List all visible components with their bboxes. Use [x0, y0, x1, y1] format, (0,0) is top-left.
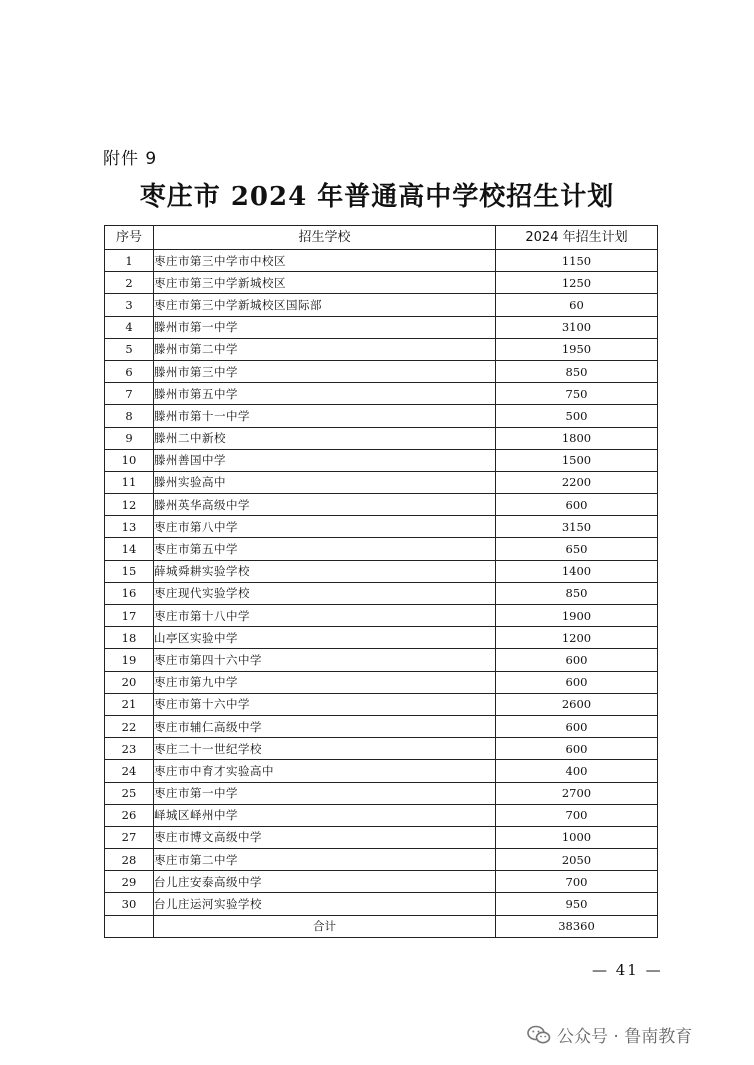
page-number: — 41 —	[592, 961, 663, 979]
row-no: 20	[105, 671, 154, 693]
row-school: 台儿庄运河实验学校	[154, 893, 496, 915]
table-row	[105, 360, 658, 382]
row-school: 枣庄市中育才实验高中	[154, 760, 496, 782]
row-no: 11	[105, 471, 154, 493]
row-school: 枣庄市第四十六中学	[154, 649, 496, 671]
row-no: 18	[105, 627, 154, 649]
row-no: 21	[105, 693, 154, 715]
table-row	[105, 715, 658, 737]
row-plan: 600	[496, 715, 658, 737]
row-plan: 1500	[496, 449, 658, 471]
table-row	[105, 782, 658, 804]
total-no-cell	[105, 915, 154, 937]
row-school: 枣庄市第九中学	[154, 671, 496, 693]
row-no: 2	[105, 272, 154, 294]
row-no: 27	[105, 826, 154, 848]
row-plan: 500	[496, 405, 658, 427]
row-plan: 2700	[496, 782, 658, 804]
row-school: 滕州市第五中学	[154, 383, 496, 405]
header-plan: 2024 年招生计划	[496, 226, 658, 250]
row-school: 滕州市第一中学	[154, 316, 496, 338]
row-school: 滕州市第二中学	[154, 338, 496, 360]
row-plan: 700	[496, 804, 658, 826]
table-row	[105, 427, 658, 449]
row-plan: 3100	[496, 316, 658, 338]
table-row	[105, 294, 658, 316]
row-school: 滕州善国中学	[154, 449, 496, 471]
row-school: 滕州市第十一中学	[154, 405, 496, 427]
row-school: 山亭区实验中学	[154, 627, 496, 649]
row-school: 枣庄市第五中学	[154, 538, 496, 560]
row-school: 峄城区峄州中学	[154, 804, 496, 826]
row-plan: 850	[496, 360, 658, 382]
row-plan: 600	[496, 649, 658, 671]
enrollment-plan-table	[104, 225, 658, 938]
total-label: 合计	[154, 915, 496, 937]
row-school: 滕州二中新校	[154, 427, 496, 449]
row-school: 枣庄市第二中学	[154, 849, 496, 871]
attachment-label: 附件 9	[103, 149, 158, 169]
table-row	[105, 871, 658, 893]
row-no: 1	[105, 250, 154, 272]
row-school: 枣庄市第三中学新城校区	[154, 272, 496, 294]
table-row	[105, 471, 658, 493]
row-no: 10	[105, 449, 154, 471]
row-no: 5	[105, 338, 154, 360]
row-no: 28	[105, 849, 154, 871]
row-school: 枣庄市第十六中学	[154, 693, 496, 715]
table-row	[105, 272, 658, 294]
row-school: 枣庄市辅仁高级中学	[154, 715, 496, 737]
table-row	[105, 316, 658, 338]
row-school: 枣庄市第八中学	[154, 516, 496, 538]
header-no: 序号	[105, 226, 154, 250]
row-plan: 600	[496, 738, 658, 760]
row-no: 14	[105, 538, 154, 560]
table-row	[105, 250, 658, 272]
row-no: 6	[105, 360, 154, 382]
row-plan: 700	[496, 871, 658, 893]
table-row	[105, 582, 658, 604]
row-school: 台儿庄安泰高级中学	[154, 871, 496, 893]
table-row	[105, 449, 658, 471]
row-no: 15	[105, 560, 154, 582]
table-body	[105, 250, 658, 916]
row-plan: 1000	[496, 826, 658, 848]
table-row	[105, 538, 658, 560]
table-row	[105, 893, 658, 915]
table-row	[105, 383, 658, 405]
row-no: 17	[105, 605, 154, 627]
row-no: 7	[105, 383, 154, 405]
row-plan: 950	[496, 893, 658, 915]
row-plan: 2600	[496, 693, 658, 715]
table-row	[105, 516, 658, 538]
page-title: 枣庄市 2024 年普通高中学校招生计划	[139, 182, 615, 212]
watermark	[527, 1022, 692, 1047]
row-plan: 2050	[496, 849, 658, 871]
row-school: 枣庄市第一中学	[154, 782, 496, 804]
table-header-row	[105, 226, 658, 250]
row-plan: 1250	[496, 272, 658, 294]
table-row	[105, 560, 658, 582]
row-no: 23	[105, 738, 154, 760]
row-school: 枣庄现代实验学校	[154, 582, 496, 604]
row-no: 26	[105, 804, 154, 826]
row-no: 25	[105, 782, 154, 804]
table-row	[105, 671, 658, 693]
row-school: 枣庄市第三中学新城校区国际部	[154, 294, 496, 316]
row-school: 枣庄市第三中学市中校区	[154, 250, 496, 272]
row-plan: 650	[496, 538, 658, 560]
row-no: 8	[105, 405, 154, 427]
row-no: 12	[105, 494, 154, 516]
row-school: 枣庄二十一世纪学校	[154, 738, 496, 760]
row-plan: 400	[496, 760, 658, 782]
row-plan: 1200	[496, 627, 658, 649]
row-no: 29	[105, 871, 154, 893]
row-no: 13	[105, 516, 154, 538]
row-plan: 600	[496, 671, 658, 693]
row-plan: 850	[496, 582, 658, 604]
table-row	[105, 849, 658, 871]
row-plan: 1950	[496, 338, 658, 360]
row-plan: 2200	[496, 471, 658, 493]
table-row	[105, 627, 658, 649]
row-no: 30	[105, 893, 154, 915]
table-row	[105, 804, 658, 826]
row-plan: 1150	[496, 250, 658, 272]
header-school: 招生学校	[154, 226, 496, 250]
total-value: 38360	[496, 915, 658, 937]
row-no: 4	[105, 316, 154, 338]
table-row	[105, 826, 658, 848]
row-school: 滕州市第三中学	[154, 360, 496, 382]
row-school: 枣庄市博文高级中学	[154, 826, 496, 848]
row-plan: 60	[496, 294, 658, 316]
row-school: 薛城舜耕实验学校	[154, 560, 496, 582]
table-row	[105, 338, 658, 360]
wechat-icon	[527, 1025, 551, 1045]
table-row	[105, 494, 658, 516]
row-plan: 3150	[496, 516, 658, 538]
row-plan: 1400	[496, 560, 658, 582]
table-row	[105, 649, 658, 671]
row-plan: 600	[496, 494, 658, 516]
row-no: 9	[105, 427, 154, 449]
row-no: 16	[105, 582, 154, 604]
row-school: 滕州英华高级中学	[154, 494, 496, 516]
row-no: 3	[105, 294, 154, 316]
table-row	[105, 405, 658, 427]
row-no: 19	[105, 649, 154, 671]
table-row	[105, 738, 658, 760]
table-row	[105, 760, 658, 782]
row-school: 滕州实验高中	[154, 471, 496, 493]
row-plan: 750	[496, 383, 658, 405]
table-row	[105, 693, 658, 715]
row-plan: 1900	[496, 605, 658, 627]
row-plan: 1800	[496, 427, 658, 449]
total-row	[105, 915, 658, 937]
row-no: 22	[105, 715, 154, 737]
watermark-text: 公众号 · 鲁南教育	[557, 1027, 693, 1047]
table-row	[105, 605, 658, 627]
row-no: 24	[105, 760, 154, 782]
row-school: 枣庄市第十八中学	[154, 605, 496, 627]
